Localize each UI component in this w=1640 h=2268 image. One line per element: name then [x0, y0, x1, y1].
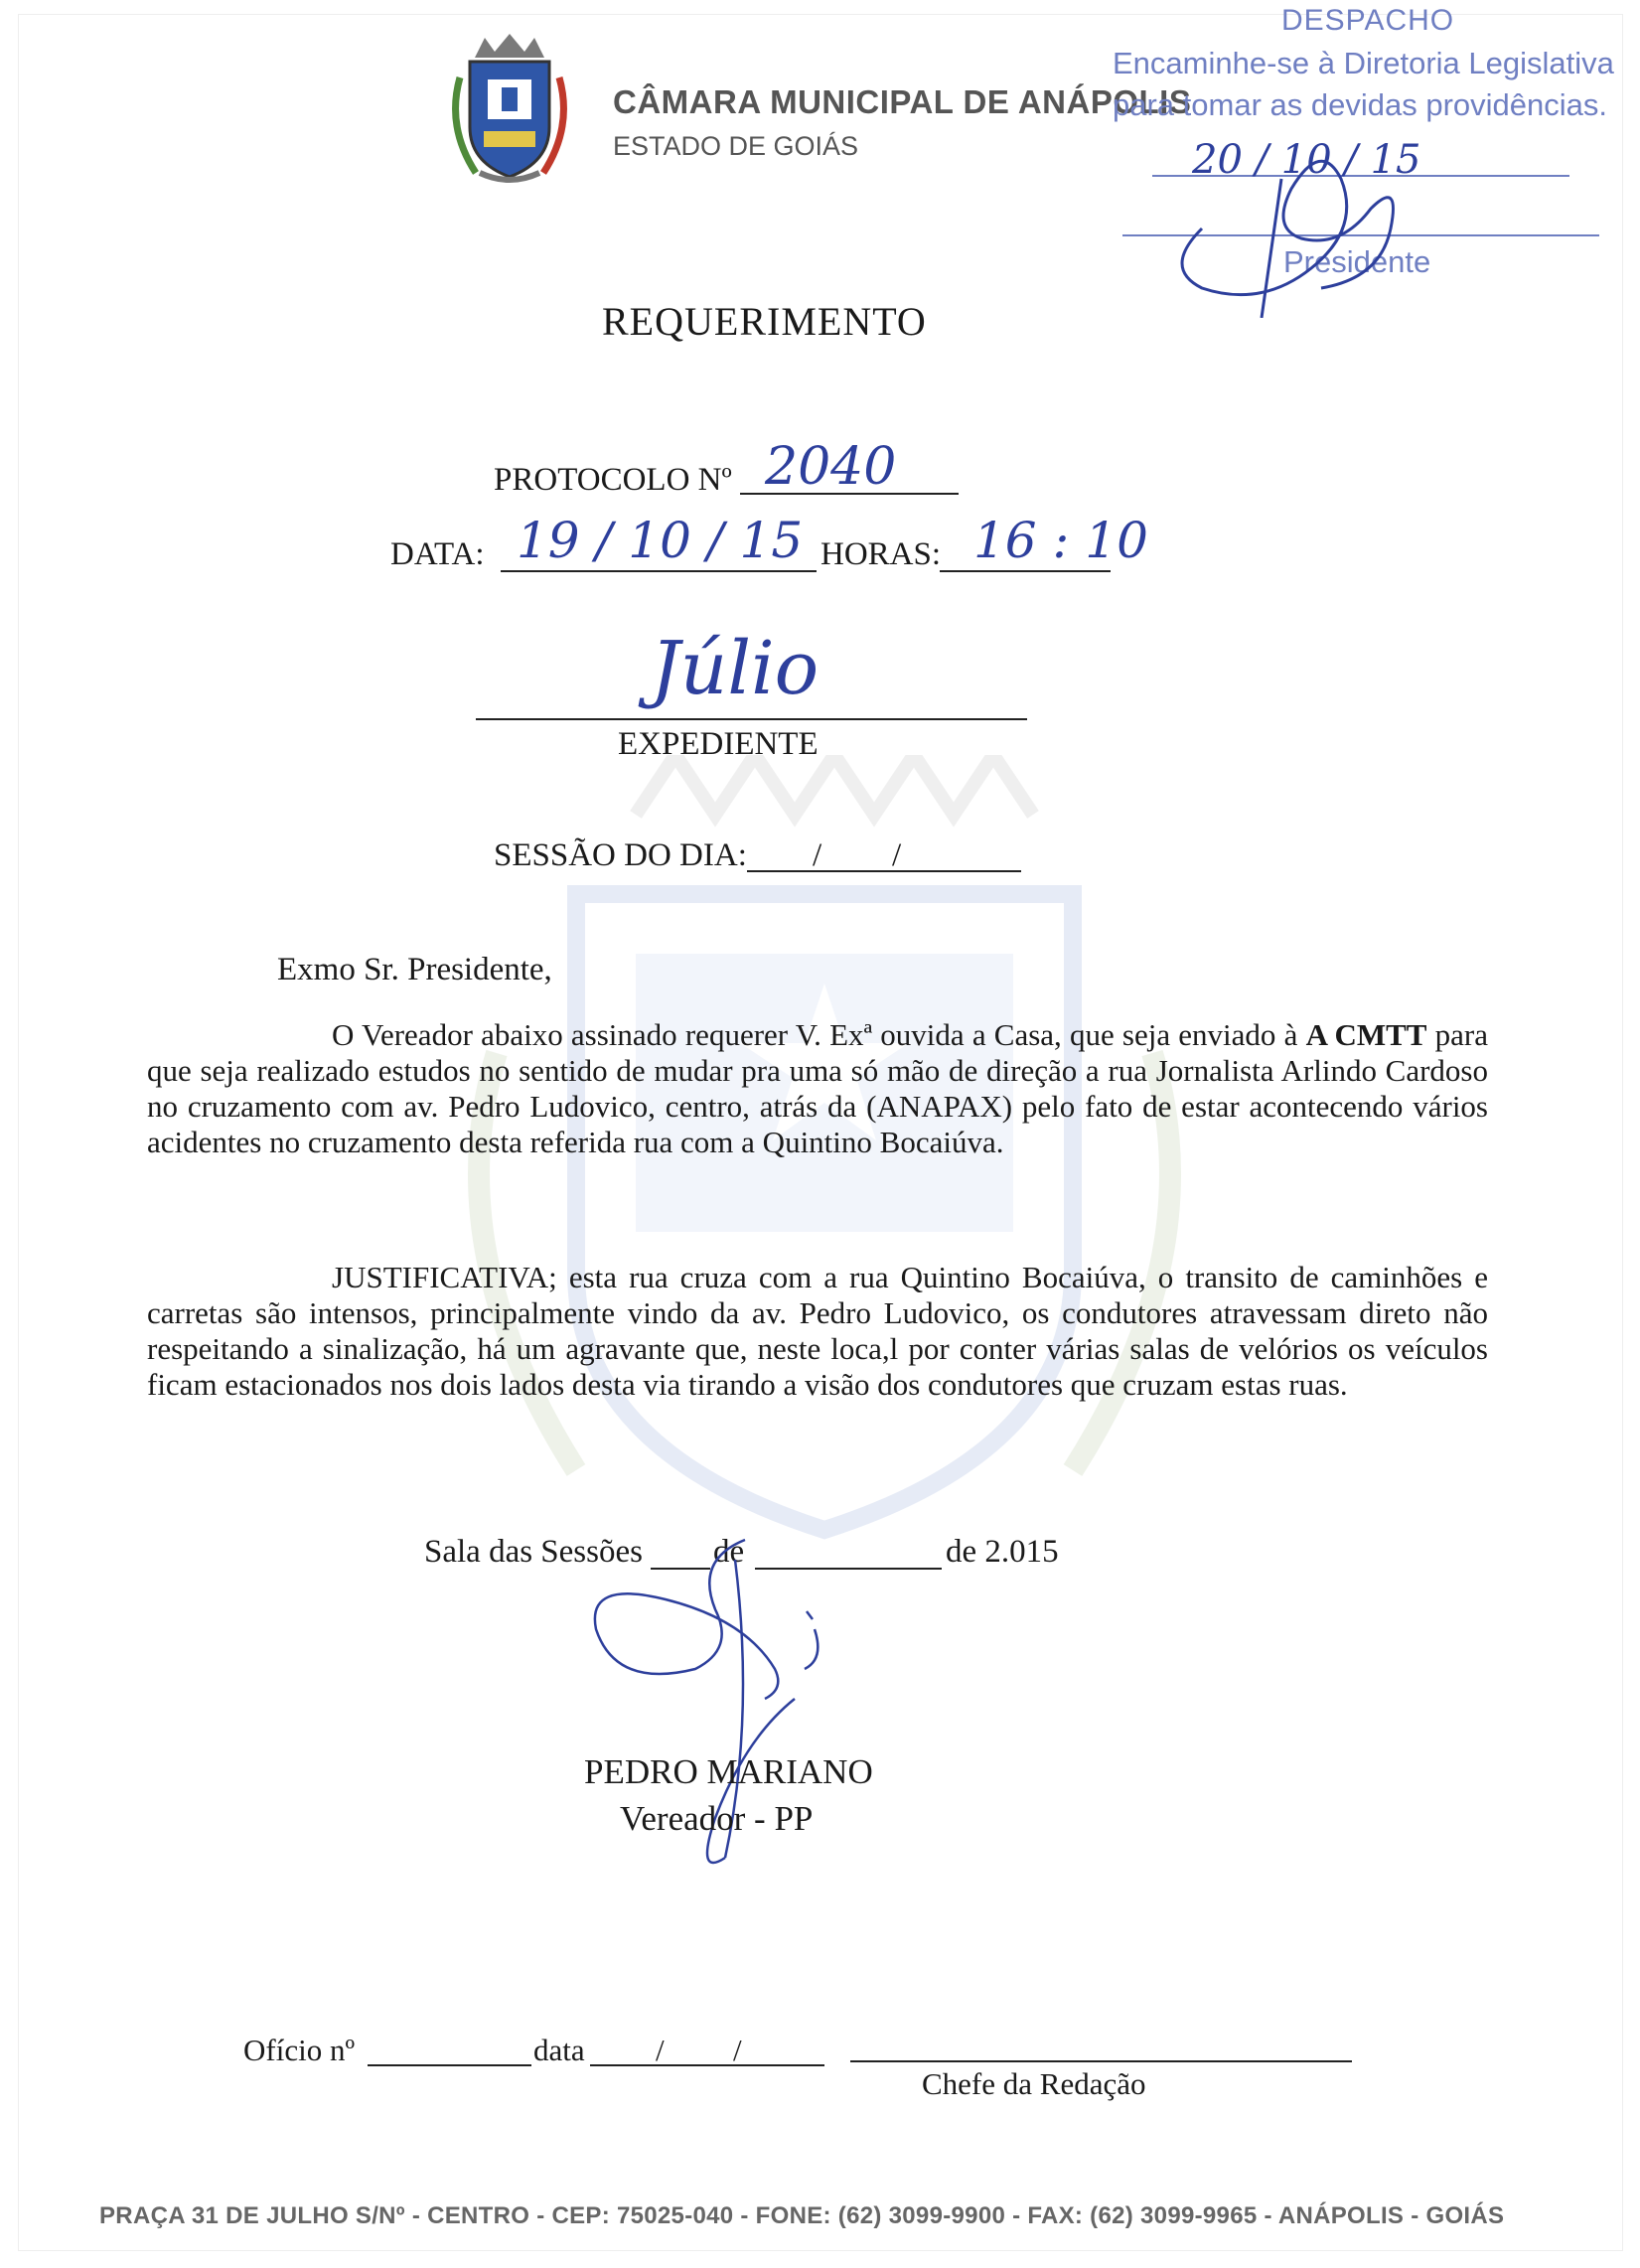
protocolo-label: PROTOCOLO Nº: [494, 462, 732, 498]
stamp-handwritten-date: 20 / 10 / 15: [1192, 137, 1421, 183]
request-recipient: A CMTT: [1305, 1017, 1427, 1052]
oficio-label: Ofício nº: [243, 2033, 356, 2067]
data-label: DATA:: [390, 536, 485, 572]
sessao-label: SESSÃO DO DIA:: [494, 837, 747, 873]
sessao-field-line: [747, 870, 1021, 872]
data-field-line: [501, 570, 817, 572]
sala-label: Sala das Sessões: [424, 1534, 643, 1570]
stamp-instruction-line2: para tomar as devidas providências.: [1113, 87, 1607, 122]
chefe-signature-line: [850, 2060, 1352, 2062]
sala-year: de 2.015: [946, 1534, 1059, 1570]
expediente-label: EXPEDIENTE: [618, 726, 819, 762]
oficio-number-line: [368, 2064, 531, 2066]
sessao-slash: /: [813, 837, 822, 873]
municipal-crest-logo: [440, 28, 579, 187]
request-text-end: para que seja realizado estudos no sentido de mudar pra uma só mão de direção a rua Jornalista Arlindo Cardoso no cruzamento com av. Pedro Ludovico, centro, atrás da (ANAPAX) pelo fato de estar acontecendo vários acidentes no cruzamento desta referida rua com a Quintino Bocaiúva.: [147, 1017, 1488, 1159]
request-text-start: O Vereador abaixo assinado requerer V. Exª ouvida a Casa, que seja enviado à: [332, 1017, 1306, 1052]
signer-role: Vereador - PP: [620, 1799, 814, 1838]
expediente-handwritten-name: Júlio: [651, 626, 820, 711]
horas-value: 16 : 10: [973, 512, 1148, 569]
chefe-label: Chefe da Redação: [922, 2066, 1146, 2101]
stamp-title: DESPACHO: [1281, 4, 1455, 37]
chamber-name: CÂMARA MUNICIPAL DE ANÁPOLIS: [613, 83, 1192, 120]
justification-text: JUSTIFICATIVA; esta rua cruza com a rua Quintino Bocaiúva, o transito de caminhões e carretas são intensos, principalmente vindo da av. Pedro Ludovico, os condutores atravessam direto não respeitando a sinalização, há um agravante que, neste loca,l por conter várias salas de velórios os veículos ficam estacionados nos dois lados desta via tirando a visão dos condutores que cruzam estas ruas.: [147, 1260, 1488, 1402]
crest-watermark: [377, 755, 1271, 1570]
footer-address: PRAÇA 31 DE JULHO S/Nº - CENTRO - CEP: 75025-040 - FONE: (62) 3099-9900 - FAX: (62) 3099-9965 - ANÁPOLIS - GOIÁS: [99, 2202, 1505, 2229]
data-value: 19 / 10 / 15: [517, 512, 804, 569]
signer-name: PEDRO MARIANO: [584, 1752, 873, 1791]
document-title: REQUERIMENTO: [602, 299, 927, 344]
oficio-date-line: [590, 2064, 824, 2066]
request-paragraph: [147, 1017, 1488, 1160]
stamp-role: Presidente: [1283, 244, 1431, 279]
expediente-line: [476, 718, 1027, 720]
sala-de: de: [713, 1534, 745, 1570]
oficio-slash: /: [656, 2033, 665, 2067]
stamp-instruction-line1: Encaminhe-se à Diretoria Legislativa: [1113, 46, 1614, 80]
oficio-data-label: data: [533, 2033, 585, 2067]
oficio-slash: /: [733, 2033, 742, 2067]
justification-paragraph: [147, 1260, 1488, 1403]
horas-field-line: [940, 570, 1111, 572]
horas-label: HORAS:: [820, 536, 942, 572]
protocolo-value: 2040: [765, 437, 897, 497]
sessao-slash: /: [892, 837, 902, 873]
greeting: Exmo Sr. Presidente,: [277, 952, 552, 987]
state-name: ESTADO DE GOIÁS: [613, 131, 859, 161]
president-signature: [1142, 119, 1480, 318]
